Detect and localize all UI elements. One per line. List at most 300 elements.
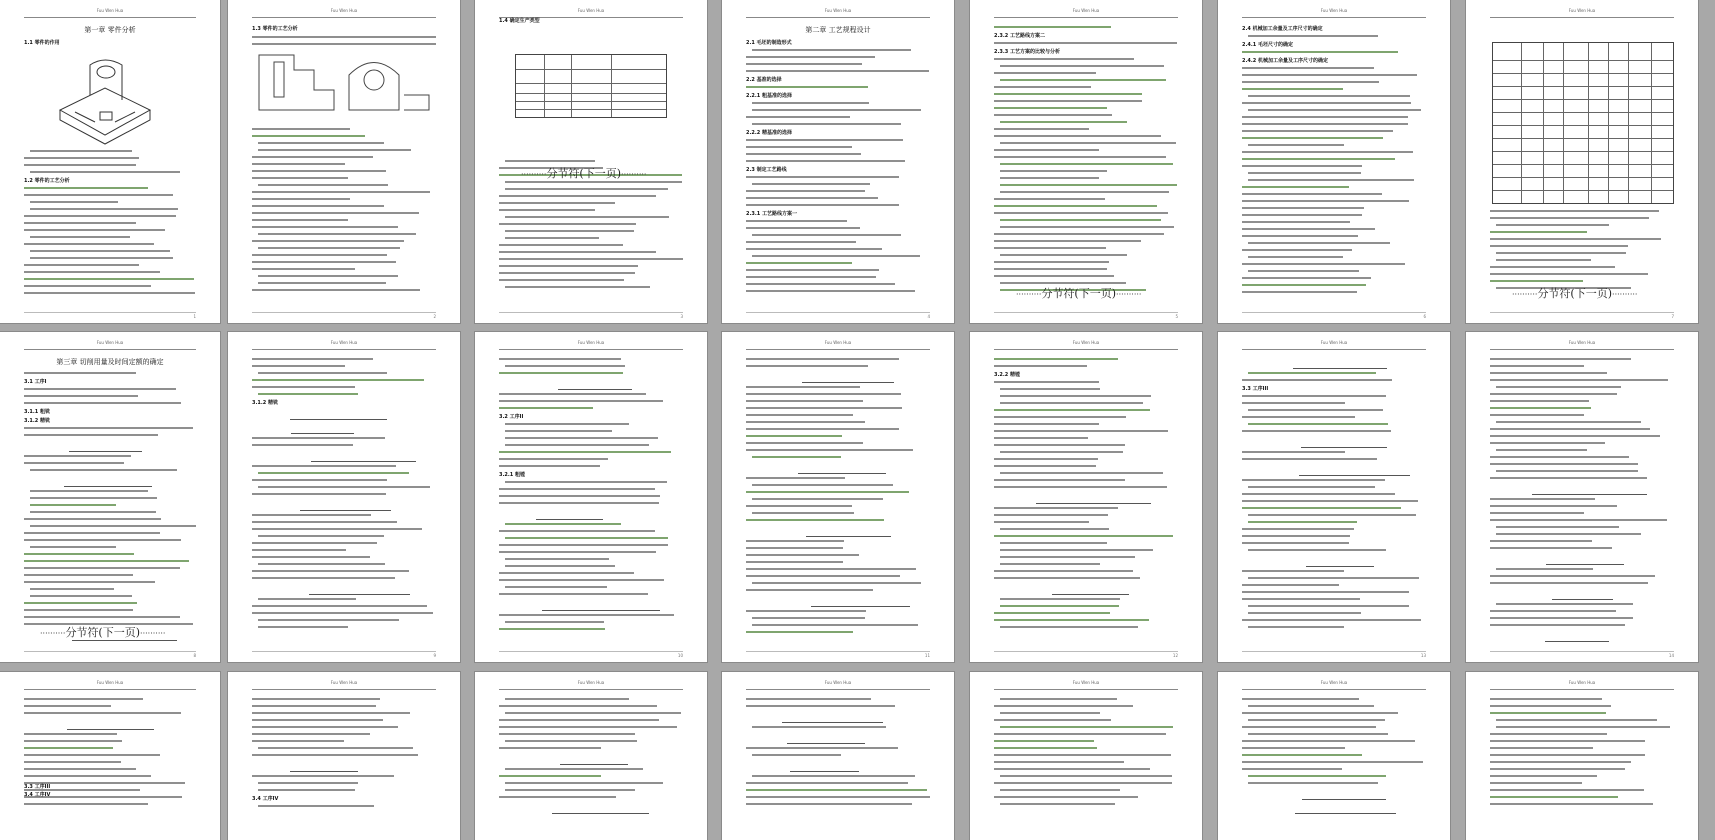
- formula-line: [802, 372, 894, 383]
- text-line: [1000, 402, 1143, 404]
- formula-line: [1545, 631, 1609, 642]
- text-line: [994, 416, 1126, 418]
- text-line: [499, 407, 593, 409]
- table-col-line: [1543, 43, 1544, 203]
- text-line: [1490, 477, 1647, 479]
- text-line: [1000, 395, 1151, 397]
- page-footer-rule: [252, 651, 436, 652]
- text-line: [24, 388, 176, 390]
- formula-line: [290, 409, 387, 420]
- text-line: [1000, 712, 1100, 714]
- text-line: [1242, 151, 1413, 153]
- text-line: [746, 491, 909, 493]
- section-heading: 2.2 基准的选择: [746, 77, 782, 83]
- text-line: [994, 444, 1125, 446]
- text-line: [24, 616, 180, 618]
- text-line: [1000, 142, 1176, 144]
- text-line: [252, 219, 348, 221]
- text-line: [258, 598, 356, 600]
- text-line: [1248, 775, 1386, 777]
- document-page-thumbnail: [722, 332, 954, 662]
- text-line: [1248, 612, 1361, 614]
- text-line: [1496, 533, 1641, 535]
- text-line: [499, 705, 657, 707]
- text-line: [1000, 451, 1123, 453]
- text-line: [499, 579, 664, 581]
- text-line: [1496, 386, 1621, 388]
- text-line: [1242, 479, 1385, 481]
- text-line: [24, 264, 139, 266]
- text-line: [499, 726, 677, 728]
- formula-line: [1293, 358, 1387, 369]
- table-col-line: [1521, 43, 1522, 203]
- text-line: [746, 153, 861, 155]
- text-line: [746, 631, 853, 633]
- text-line: [1000, 775, 1172, 777]
- text-line: [499, 495, 660, 497]
- text-line: [746, 407, 902, 409]
- page-footer-rule: [994, 312, 1178, 313]
- text-line: [499, 458, 608, 460]
- text-line: [1490, 210, 1659, 212]
- text-line: [24, 712, 181, 714]
- text-line: [994, 465, 1096, 467]
- text-line: [252, 698, 380, 700]
- text-line: [1490, 400, 1589, 402]
- text-line: [746, 561, 843, 563]
- text-line: [752, 498, 883, 500]
- text-line: [252, 556, 370, 558]
- text-line: [1000, 528, 1109, 530]
- text-line: [252, 549, 346, 551]
- text-line: [30, 588, 114, 590]
- text-line: [752, 183, 870, 185]
- formula-line: [1036, 493, 1151, 504]
- text-line: [252, 240, 404, 242]
- text-line: [1248, 705, 1374, 707]
- page-footer-rule: [746, 312, 930, 313]
- text-line: [505, 286, 650, 288]
- formula-line: [798, 463, 886, 474]
- table-row-line: [1493, 190, 1673, 191]
- table-row-line: [516, 109, 666, 110]
- text-line: [1242, 698, 1359, 700]
- text-line: [746, 116, 850, 118]
- text-line: [30, 257, 173, 259]
- text-line: [1490, 698, 1602, 700]
- text-line: [994, 93, 1142, 95]
- text-line: [994, 26, 1111, 28]
- page-header-rule: [252, 340, 436, 350]
- text-line: [1242, 186, 1349, 188]
- text-line: [24, 455, 131, 457]
- page-number: 13: [1420, 653, 1426, 658]
- text-line: [1000, 191, 1169, 193]
- text-line: [24, 187, 148, 189]
- text-line: [1242, 102, 1411, 104]
- text-line: [1242, 284, 1366, 286]
- text-line: [1242, 165, 1362, 167]
- text-line: [24, 553, 134, 555]
- page-header-rule: [746, 8, 930, 18]
- text-line: [1248, 372, 1376, 374]
- formula-line: [558, 379, 632, 390]
- page-footer-rule: [994, 651, 1178, 652]
- table-row-line: [1493, 86, 1673, 87]
- text-line: [505, 481, 667, 483]
- text-line: [1248, 95, 1410, 97]
- text-line: [1248, 179, 1414, 181]
- document-page-thumbnail: [970, 332, 1202, 662]
- text-line: [1496, 224, 1609, 226]
- text-line: [499, 400, 663, 402]
- text-line: [994, 740, 1094, 742]
- text-line: [499, 265, 638, 267]
- text-line: [258, 747, 413, 749]
- text-line: [746, 803, 912, 805]
- text-line: [505, 712, 681, 714]
- text-line: [258, 393, 358, 395]
- text-line: [994, 479, 1125, 481]
- text-line: [252, 514, 371, 516]
- text-line: [994, 570, 1133, 572]
- text-line: [1490, 512, 1584, 514]
- text-line: [1000, 79, 1166, 81]
- text-line: [252, 437, 385, 439]
- document-page-thumbnail: [228, 0, 460, 323]
- text-line: [1000, 163, 1173, 165]
- text-line: [1248, 35, 1378, 37]
- text-line: [746, 276, 876, 278]
- text-line: [746, 442, 863, 444]
- text-line: [994, 240, 1141, 242]
- page-number: 6: [1423, 314, 1426, 319]
- text-line: [499, 733, 635, 735]
- text-line: [1242, 291, 1357, 293]
- formula-line: [291, 423, 354, 434]
- text-line: [1242, 228, 1375, 230]
- text-line: [505, 523, 621, 525]
- text-line: [505, 444, 649, 446]
- text-line: [505, 188, 668, 190]
- text-line: [1490, 617, 1633, 619]
- text-line: [24, 775, 151, 777]
- text-line: [1242, 158, 1395, 160]
- text-line: [994, 58, 1134, 60]
- text-line: [24, 271, 160, 273]
- text-line: [1242, 88, 1343, 90]
- text-line: [994, 754, 1171, 756]
- text-line: [1248, 144, 1344, 146]
- text-line: [24, 698, 143, 700]
- page-number: 1: [193, 314, 196, 319]
- text-line: [505, 537, 668, 539]
- formula-line: [1299, 465, 1410, 476]
- text-line: [746, 160, 905, 162]
- text-line: [258, 282, 386, 284]
- formula-line: [309, 584, 410, 595]
- text-line: [1242, 458, 1377, 460]
- section-break-marker: ····· 分节符(下一页) ·····: [1512, 285, 1637, 301]
- section-heading: 1.2 零件的工艺分析: [24, 178, 70, 184]
- text-line: [1242, 51, 1398, 53]
- text-line: [994, 761, 1124, 763]
- text-line: [746, 63, 862, 65]
- formula-line: [542, 600, 660, 611]
- text-line: [1490, 575, 1655, 577]
- page-header-text: Fuu Wen Hua: [824, 340, 852, 345]
- text-line: [1490, 782, 1582, 784]
- text-line: [1248, 626, 1344, 628]
- text-line: [752, 582, 921, 584]
- text-line: [746, 414, 853, 416]
- page-footer-rule: [1242, 312, 1426, 313]
- text-line: [1000, 542, 1107, 544]
- text-line: [505, 740, 637, 742]
- page-number: 10: [677, 653, 683, 658]
- text-line: [1000, 472, 1163, 474]
- text-line: [252, 135, 365, 137]
- text-line: [1242, 123, 1408, 125]
- page-footer-rule: [746, 651, 930, 652]
- page-number: 7: [1671, 314, 1674, 319]
- text-line: [505, 789, 635, 791]
- text-line: [499, 551, 656, 553]
- text-line: [1496, 259, 1591, 261]
- text-line: [1496, 603, 1633, 605]
- text-line: [30, 171, 180, 173]
- text-line: [994, 135, 1161, 137]
- text-line: [258, 233, 416, 235]
- text-line: [746, 283, 895, 285]
- text-line: [1490, 379, 1668, 381]
- text-line: [1490, 280, 1583, 282]
- document-page-thumbnail: [722, 0, 954, 323]
- text-line: [994, 365, 1087, 367]
- document-page-thumbnail: [1218, 0, 1450, 323]
- text-line: [252, 712, 410, 714]
- section-heading: 2.2.2 精基准的选择: [746, 130, 792, 136]
- text-line: [30, 236, 130, 238]
- text-line: [1242, 500, 1418, 502]
- text-line: [30, 504, 116, 506]
- text-line: [994, 72, 1096, 74]
- chapter-title: 第一章 零件分析: [84, 26, 136, 34]
- text-line: [24, 581, 155, 583]
- text-line: [1000, 626, 1138, 628]
- text-line: [746, 540, 844, 542]
- section-heading: 3.2.1 粗镗: [499, 472, 525, 478]
- page-header-text: Fuu Wen Hua: [1320, 340, 1348, 345]
- page-header-rule: [994, 680, 1178, 690]
- text-line: [499, 796, 616, 798]
- page-header-rule: [746, 680, 930, 690]
- text-line: [499, 593, 648, 595]
- text-line: [24, 427, 193, 429]
- text-line: [30, 490, 148, 492]
- text-line: [1242, 402, 1345, 404]
- text-line: [24, 292, 195, 294]
- text-line: [752, 512, 854, 514]
- text-line: [994, 719, 1111, 721]
- text-line: [499, 393, 646, 395]
- text-line: [1248, 172, 1361, 174]
- formula-line: [1301, 437, 1387, 448]
- text-line: [252, 43, 436, 45]
- text-line: [505, 768, 643, 770]
- text-line: [24, 278, 194, 280]
- text-line: [252, 612, 433, 614]
- document-page-thumbnail: [1218, 332, 1450, 662]
- page-header-rule: [24, 8, 196, 18]
- section-heading: 3.1.2 精铣: [24, 418, 50, 424]
- formula-line: [1295, 803, 1396, 814]
- text-line: [505, 437, 658, 439]
- document-page-thumbnail: [0, 332, 220, 662]
- text-line: [746, 575, 900, 577]
- text-line: [24, 803, 148, 805]
- text-line: [1242, 570, 1344, 572]
- text-line: [746, 220, 847, 222]
- page-number: 5: [1175, 314, 1178, 319]
- text-line: [1248, 109, 1421, 111]
- text-line: [252, 36, 436, 38]
- page-header-text: Fuu Wen Hua: [96, 680, 124, 685]
- text-line: [746, 262, 852, 264]
- page-header-rule: [252, 8, 436, 18]
- text-line: [24, 215, 176, 217]
- text-line: [252, 198, 350, 200]
- section-heading: 3.1.2 精铣: [252, 400, 278, 406]
- text-line: [258, 782, 358, 784]
- text-line: [746, 70, 929, 72]
- text-line: [505, 423, 629, 425]
- text-line: [1000, 388, 1100, 390]
- page-header-text: Fuu Wen Hua: [330, 8, 358, 13]
- text-line: [24, 372, 136, 374]
- text-line: [1490, 747, 1593, 749]
- formula-line: [552, 803, 649, 814]
- formula-line: [782, 712, 883, 723]
- text-line: [258, 789, 355, 791]
- text-line: [746, 290, 915, 292]
- text-line: [1242, 221, 1350, 223]
- text-line: [499, 572, 634, 574]
- text-line: [1496, 252, 1626, 254]
- text-line: [752, 255, 920, 257]
- text-line: [1242, 528, 1354, 530]
- text-line: [1242, 754, 1362, 756]
- table-row-line: [516, 69, 666, 70]
- page-header-rule: [499, 8, 683, 18]
- text-line: [258, 275, 398, 277]
- text-line: [752, 49, 911, 51]
- text-line: [746, 747, 898, 749]
- text-line: [24, 567, 180, 569]
- text-line: [30, 250, 170, 252]
- text-line: [994, 114, 1112, 116]
- text-line: [499, 747, 601, 749]
- text-line: [505, 237, 599, 239]
- page-header-rule: [1490, 680, 1674, 690]
- text-line: [1242, 712, 1398, 714]
- text-line: [252, 542, 377, 544]
- text-line: [1490, 796, 1618, 798]
- text-line: [1490, 238, 1661, 240]
- text-line: [1490, 610, 1616, 612]
- text-line: [746, 505, 852, 507]
- text-line: [252, 754, 418, 756]
- text-line: [746, 176, 899, 178]
- part-drawing-figure: [50, 50, 160, 145]
- page-footer-rule: [1490, 312, 1674, 313]
- text-line: [252, 358, 373, 360]
- formula-line: [311, 451, 416, 462]
- text-line: [746, 568, 916, 570]
- document-page-thumbnail: [228, 332, 460, 662]
- section-heading: 1.3 零件的工艺分析: [252, 26, 298, 32]
- text-line: [1000, 254, 1127, 256]
- table-row-line: [1493, 73, 1673, 74]
- text-line: [24, 560, 189, 562]
- text-line: [1242, 130, 1393, 132]
- text-line: [252, 719, 383, 721]
- page-number: 2: [433, 314, 436, 319]
- text-line: [746, 705, 895, 707]
- text-line: [252, 289, 420, 291]
- text-line: [1242, 379, 1392, 381]
- text-line: [252, 577, 395, 579]
- text-line: [30, 525, 196, 527]
- text-line: [994, 577, 1140, 579]
- text-line: [994, 507, 1118, 509]
- text-line: [994, 381, 1099, 383]
- text-line: [746, 146, 852, 148]
- text-line: [746, 358, 899, 360]
- text-line: [505, 782, 663, 784]
- text-line: [1242, 451, 1345, 453]
- text-line: [24, 462, 124, 464]
- text-line: [252, 726, 398, 728]
- text-line: [252, 156, 373, 158]
- text-line: [1000, 219, 1161, 221]
- text-line: [752, 102, 869, 104]
- text-line: [505, 558, 609, 560]
- text-line: [30, 208, 178, 210]
- text-line: [1242, 619, 1421, 621]
- text-line: [752, 754, 841, 756]
- text-line: [746, 190, 865, 192]
- page-header-rule: [24, 680, 196, 690]
- text-line: [499, 372, 623, 374]
- chapter-title: 第三章 切削用量及时间定额的确定: [56, 358, 164, 366]
- text-line: [1490, 245, 1628, 247]
- formula-line: [790, 761, 859, 772]
- text-line: [1248, 409, 1383, 411]
- formula-line: [67, 719, 154, 730]
- table-col-line: [1628, 43, 1629, 203]
- table-row-line: [1493, 60, 1673, 61]
- text-line: [258, 619, 399, 621]
- page-header-text: Fuu Wen Hua: [1072, 680, 1100, 685]
- text-line: [505, 160, 595, 162]
- document-page-thumbnail: [1466, 332, 1698, 662]
- text-line: [24, 754, 160, 756]
- text-line: [24, 733, 117, 735]
- section-heading: 2.1 毛坯的制造形式: [746, 40, 792, 46]
- text-line: [1242, 591, 1409, 593]
- text-line: [752, 617, 865, 619]
